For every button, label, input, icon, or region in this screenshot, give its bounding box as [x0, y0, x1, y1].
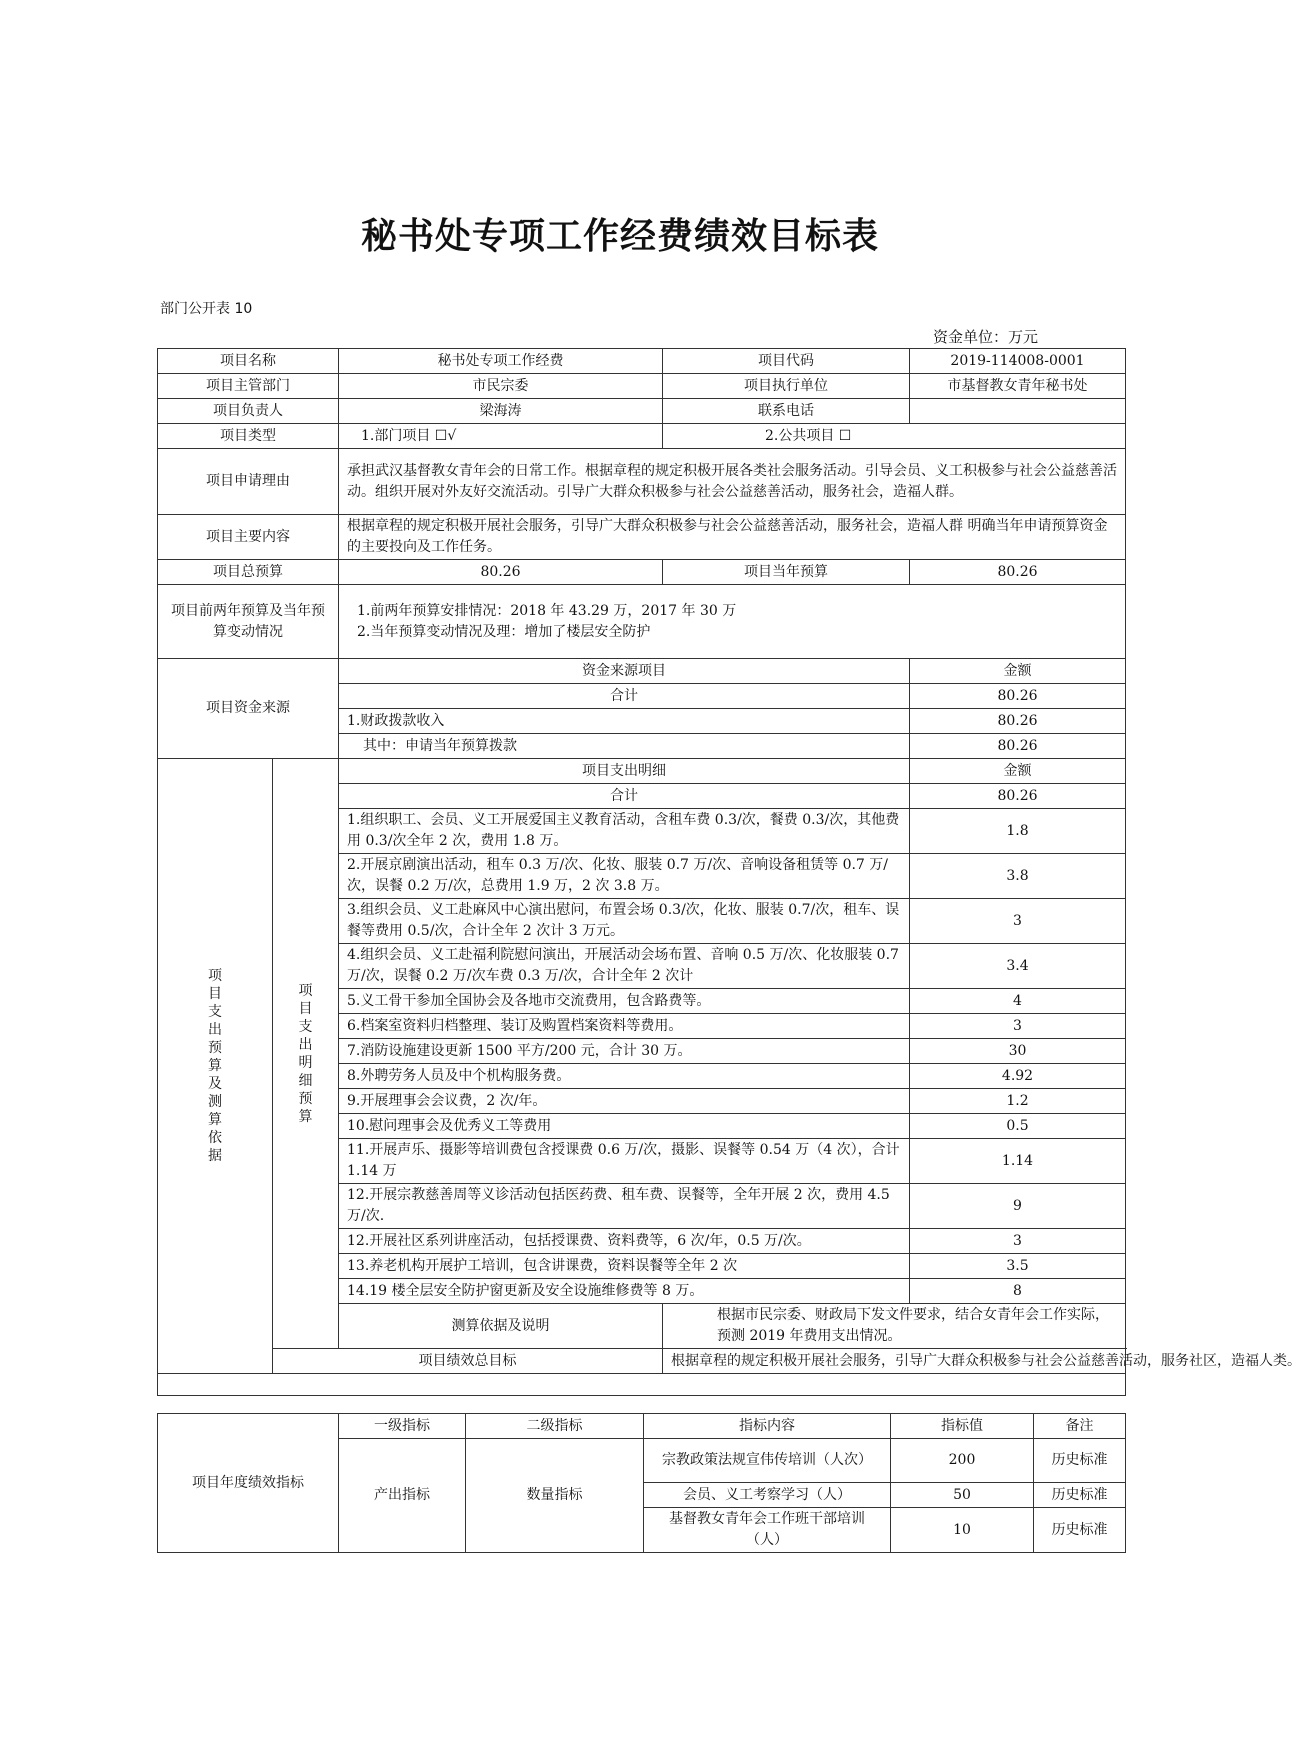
- indicator-header-row: [158, 1414, 1126, 1439]
- expense-basis-value: 根据市民宗委、财政局下发文件要求，结合女青年会工作实际，预测 2019 年费用支出情况。: [663, 1304, 1126, 1349]
- expense-total-value: 80.26: [910, 784, 1126, 809]
- indicator-value: 200: [891, 1439, 1034, 1483]
- expense-amount: 1.14: [910, 1139, 1126, 1184]
- row-reason: [158, 449, 1126, 515]
- row-person: [158, 399, 1126, 424]
- expense-amount: 8: [910, 1279, 1126, 1304]
- expense-item: 4.组织会员、义工赴福利院慰问演出，开展活动会场布置、音响 0.5 万/次、化妆服装 0.7 万/次，误餐 0.2 万/次车费 0.3 万/次，合计全年 2 次计: [339, 944, 910, 989]
- expense-amount: 3.8: [910, 854, 1126, 899]
- expense-inner-label: 项目支出明细预算: [273, 759, 339, 1349]
- expense-amount: 9: [910, 1184, 1126, 1229]
- funding-amount: 80.26: [910, 734, 1126, 759]
- person-value: 梁海涛: [339, 399, 663, 424]
- expense-item: 10.慰问理事会及优秀义工等费用: [339, 1114, 910, 1139]
- funding-amount: 80.26: [910, 709, 1126, 734]
- header-content: 指标内容: [644, 1414, 891, 1439]
- change-label: 项目前两年预算及当年预算变动情况: [158, 585, 339, 659]
- indicator-content: 宗教政策法规宣伟传培训（人次）: [644, 1439, 891, 1483]
- exec-label: 项目执行单位: [663, 374, 910, 399]
- expense-item: 7.消防设施建设更新 1500 平方/200 元，合计 30 万。: [339, 1039, 910, 1064]
- spacer-row: [158, 1374, 1126, 1396]
- content-label: 项目主要内容: [158, 515, 339, 560]
- performance-goal-row: [158, 1349, 1126, 1374]
- row-type: [158, 424, 1126, 449]
- row-dept: [158, 374, 1126, 399]
- unit-label: 资金单位：万元: [932, 328, 1038, 346]
- performance-goal-value: 根据章程的规定积极开展社会服务，引导广大群众积极参与社会公益慈善活动，服务社区，造福人类。: [663, 1349, 1126, 1374]
- dept-value: 市民宗委: [339, 374, 663, 399]
- type-public-option: 2.公共项目 ☐: [663, 424, 1126, 449]
- expense-amount: 3: [910, 899, 1126, 944]
- indicator-note: 历史标准: [1034, 1439, 1126, 1483]
- total-budget-label: 项目总预算: [158, 560, 339, 585]
- expense-amount: 0.5: [910, 1114, 1126, 1139]
- expense-outer-label: 项目支出预算及测算依据: [158, 759, 273, 1374]
- year-budget-label: 项目当年预算: [663, 560, 910, 585]
- phone-value: [910, 399, 1126, 424]
- type-dept-option: 1.部门项目 ☐√: [339, 424, 663, 449]
- reason-label: 项目申请理由: [158, 449, 339, 515]
- expense-amount: 1.2: [910, 1089, 1126, 1114]
- expense-total-label: 合计: [339, 784, 910, 809]
- funding-header-amount: 金额: [910, 659, 1126, 684]
- expense-amount: 3: [910, 1229, 1126, 1254]
- expense-item: 8.外聘劳务人员及中个机构服务费。: [339, 1064, 910, 1089]
- expense-item: 2.开展京剧演出活动，租车 0.3 万/次、化妆、服装 0.7 万/次、音响设备租赁等 0.7 万/次，误餐 0.2 万/次，总费用 1.9 万，2 次 3.8 万。: [339, 854, 910, 899]
- funding-item: 1.财政拨款收入: [339, 709, 910, 734]
- annual-indicator-label: 项目年度绩效指标: [158, 1414, 339, 1553]
- row-name: [158, 349, 1126, 374]
- name-label: 项目名称: [158, 349, 339, 374]
- change-line-1: 1.前两年预算安排情况：2018 年 43.29 万，2017 年 30 万: [357, 602, 737, 619]
- level1-value: 产出指标: [339, 1439, 466, 1553]
- table-label: 部门公开表 10: [160, 301, 253, 317]
- code-value: 2019-114008-0001: [910, 349, 1126, 374]
- expense-item: 5.义工骨干参加全国协会及各地市交流费用，包含路费等。: [339, 989, 910, 1014]
- header-note: 备注: [1034, 1414, 1126, 1439]
- expense-header-row: [158, 759, 1126, 784]
- exec-value: 市基督教女青年秘书处: [910, 374, 1126, 399]
- code-label: 项目代码: [663, 349, 910, 374]
- year-budget-value: 80.26: [910, 560, 1126, 585]
- indicator-note: 历史标准: [1034, 1483, 1126, 1508]
- indicator-note: 历史标准: [1034, 1508, 1126, 1553]
- type-label: 项目类型: [158, 424, 339, 449]
- funding-label: 项目资金来源: [158, 659, 339, 759]
- expense-item: 3.组织会员、义工赴麻风中心演出慰问，布置会场 0.3/次，化妆、服装 0.7/次，租车、误餐等费用 0.5/次，合计全年 2 次计 3 万元。: [339, 899, 910, 944]
- main-table: [157, 348, 1301, 1396]
- expense-amount: 3: [910, 1014, 1126, 1039]
- dept-label: 项目主管部门: [158, 374, 339, 399]
- expense-item: 12.开展宗教慈善周等义诊活动包括医药费、租车费、误餐等，全年开展 2 次，费用 4.5 万/次.: [339, 1184, 910, 1229]
- funding-item: 其中：申请当年预算拨款: [339, 734, 910, 759]
- funding-item: 合计: [339, 684, 910, 709]
- expense-item: 11.开展声乐、摄影等培训费包含授课费 0.6 万/次，摄影、误餐等 0.54 万（4 次），合计 1.14 万: [339, 1139, 910, 1184]
- expense-header-amount: 金额: [910, 759, 1126, 784]
- expense-amount: 1.8: [910, 809, 1126, 854]
- name-value: 秘书处专项工作经费: [339, 349, 663, 374]
- indicator-content: 会员、义工考察学习（人）: [644, 1483, 891, 1508]
- header-level2: 二级指标: [466, 1414, 644, 1439]
- row-change: [158, 585, 1126, 659]
- person-label: 项目负责人: [158, 399, 339, 424]
- reason-value: 承担武汉基督教女青年会的日常工作。根据章程的规定积极开展各类社会服务活动。引导会员、义工积极参与社会公益慈善活动。组织开展对外友好交流活动。引导广大群众积极参与社会公益慈善活动，服务社会，造福人群。: [339, 449, 1126, 515]
- header-value: 指标值: [891, 1414, 1034, 1439]
- expense-amount: 30: [910, 1039, 1126, 1064]
- expense-amount: 4.92: [910, 1064, 1126, 1089]
- expense-item: 1.组织职工、会员、义工开展爱国主义教育活动，含租车费 0.3/次，餐费 0.3/次，其他费用 0.3/次全年 2 次，费用 1.8 万。: [339, 809, 910, 854]
- expense-item: 12.开展社区系列讲座活动，包括授课费、资料费等，6 次/年，0.5 万/次。: [339, 1229, 910, 1254]
- expense-amount: 3.4: [910, 944, 1126, 989]
- expense-item: 9.开展理事会会议费，2 次/年。: [339, 1089, 910, 1114]
- page-title: 秘书处专项工作经费绩效目标表: [360, 216, 879, 257]
- expense-amount: 4: [910, 989, 1126, 1014]
- change-line-2: 2.当年预算变动情况及理：增加了楼层安全防护: [357, 623, 651, 640]
- row-content: [158, 515, 1126, 560]
- funding-header-item: 资金来源项目: [339, 659, 910, 684]
- indicator-content: 基督教女青年会工作班干部培训（人）: [644, 1508, 891, 1553]
- row-budget: [158, 560, 1126, 585]
- expense-amount: 3.5: [910, 1254, 1126, 1279]
- performance-goal-label: 项目绩效总目标: [273, 1349, 663, 1374]
- indicator-value: 10: [891, 1508, 1034, 1553]
- expense-item: 13.养老机构开展护工培训，包含讲课费，资料误餐等全年 2 次: [339, 1254, 910, 1279]
- expense-header-item: 项目支出明细: [339, 759, 910, 784]
- indicator-value: 50: [891, 1483, 1034, 1508]
- phone-label: 联系电话: [663, 399, 910, 424]
- funding-header-row: [158, 659, 1126, 684]
- expense-basis-label: 测算依据及说明: [339, 1304, 663, 1349]
- expense-item: 6.档案室资料归档整理、装订及购置档案资料等费用。: [339, 1014, 910, 1039]
- expense-item: 14.19 楼全层安全防护窗更新及安全设施维修费等 8 万。: [339, 1279, 910, 1304]
- change-value: [339, 585, 1126, 659]
- content-value: 根据章程的规定积极开展社会服务，引导广大群众积极参与社会公益慈善活动，服务社会，造福人群 明确当年申请预算资金的主要投向及工作任务。: [339, 515, 1126, 560]
- funding-amount: 80.26: [910, 684, 1126, 709]
- level2-value: 数量指标: [466, 1439, 644, 1553]
- total-budget-value: 80.26: [339, 560, 663, 585]
- header-level1: 一级指标: [339, 1414, 466, 1439]
- indicator-table: [157, 1413, 1126, 1553]
